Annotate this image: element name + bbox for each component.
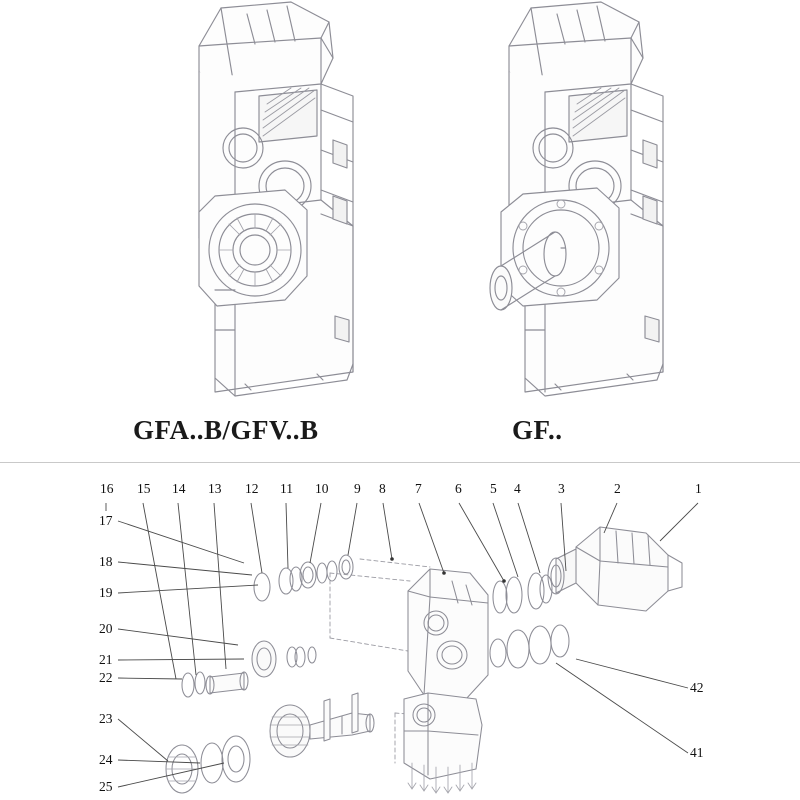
caption-gf: GF.. xyxy=(512,415,563,445)
callout-19: 19 xyxy=(99,585,113,600)
callout-22: 22 xyxy=(99,670,113,685)
callout-10: 10 xyxy=(315,481,329,496)
callout-23: 23 xyxy=(99,711,113,726)
callout-leader-lines xyxy=(0,463,800,800)
callout-6: 6 xyxy=(455,481,462,496)
gearbox-gf-illustration xyxy=(405,0,725,405)
callout-15: 15 xyxy=(137,481,151,496)
callout-20: 20 xyxy=(99,621,113,636)
callout-1: 1 xyxy=(695,481,702,496)
exploded-view-area xyxy=(0,463,800,800)
callout-2: 2 xyxy=(614,481,621,496)
callout-3: 3 xyxy=(558,481,565,496)
callout-12: 12 xyxy=(245,481,259,496)
callout-4: 4 xyxy=(514,481,521,496)
callout-41: 41 xyxy=(690,745,704,760)
callout-21: 21 xyxy=(99,652,113,667)
callout-7: 7 xyxy=(415,481,422,496)
callout-16: 16 xyxy=(100,481,114,496)
callout-18: 18 xyxy=(99,554,113,569)
caption-gfa-gfv: GFA..B/GFV..B xyxy=(133,415,319,445)
callout-9: 9 xyxy=(354,481,361,496)
callout-25: 25 xyxy=(99,779,113,794)
callout-8: 8 xyxy=(379,481,386,496)
callout-13: 13 xyxy=(208,481,222,496)
callout-5: 5 xyxy=(490,481,497,496)
callout-42: 42 xyxy=(690,680,704,695)
callout-17: 17 xyxy=(99,513,113,528)
callout-24: 24 xyxy=(99,752,113,767)
callout-11: 11 xyxy=(280,481,293,496)
gearbox-gfa-gfv-illustration xyxy=(95,0,415,405)
callout-14: 14 xyxy=(172,481,186,496)
